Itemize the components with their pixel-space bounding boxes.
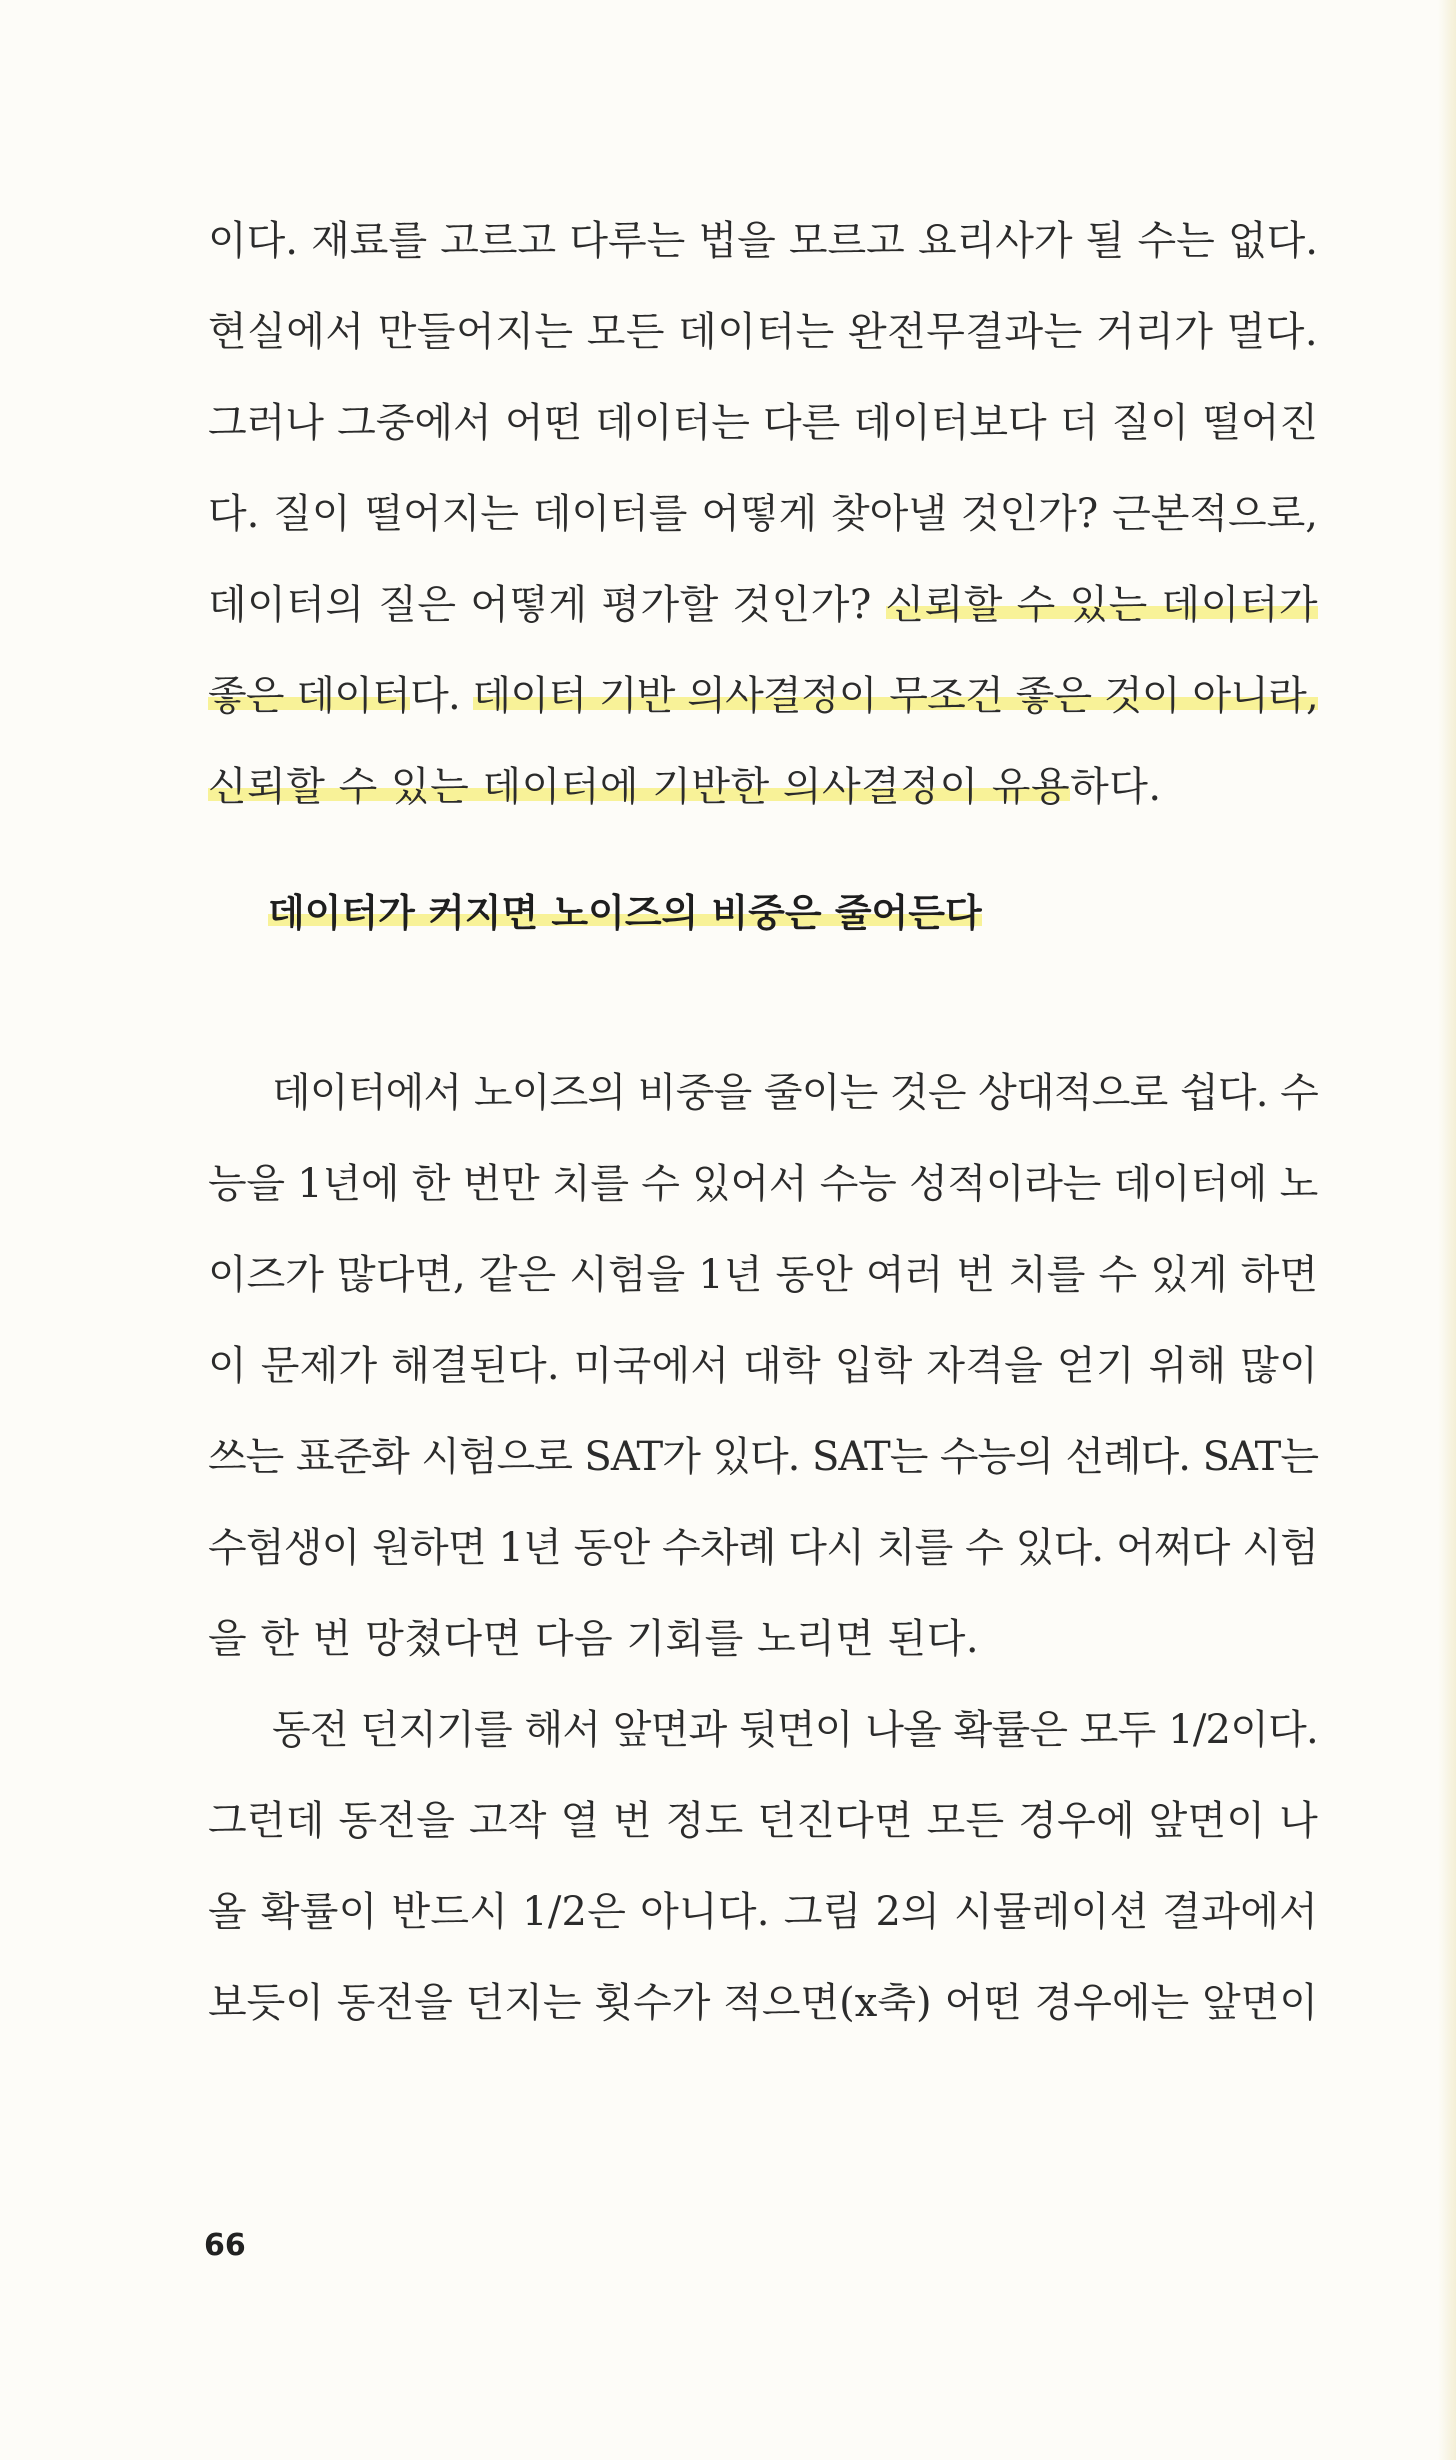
text-line: 현실에서 만들어지는 모든 데이터는 완전무결과는 거리가 멀다. [208, 309, 1319, 355]
text-line: 수험생이 원하면 1년 동안 수차례 다시 치를 수 있다. 어쩌다 시험 [208, 1525, 1318, 1571]
paragraph-3 [208, 1685, 1318, 2049]
highlighted-heading: 데이터가 커지면 노이즈의 비중은 줄어든다 [268, 891, 982, 935]
highlighted-text: 좋은 데이터 [208, 673, 411, 719]
text-line: 동전 던지기를 해서 앞면과 뒷면이 나올 확률은 모두 1/2이다. [272, 1707, 1318, 1753]
text-line: 보듯이 동전을 던지는 횟수가 적으면(x축) 어떤 경우에는 앞면이 [208, 1980, 1318, 2026]
text-run: 다. [410, 673, 473, 719]
text-line: 이다. 재료를 고르고 다루는 법을 모르고 요리사가 될 수는 없다. [208, 218, 1318, 264]
text-line: 올 확률이 반드시 1/2은 아니다. 그림 2의 시뮬레이션 결과에서 [208, 1889, 1318, 1935]
section-heading [268, 882, 982, 937]
page-edge [1438, 0, 1456, 2460]
text-line [208, 651, 1318, 742]
paragraph-2 [208, 1048, 1318, 1685]
text-line: 능을 1년에 한 번만 치를 수 있어서 수능 성적이라는 데이터에 노 [208, 1161, 1318, 1207]
paragraph-1 [208, 196, 1318, 833]
text-line: 을 한 번 망쳤다면 다음 기회를 노리면 된다. [208, 1616, 980, 1662]
text-run: 데이터의 질은 어떻게 평가할 것인가? [208, 582, 886, 628]
text-line: 그러나 그중에서 어떤 데이터는 다른 데이터보다 더 질이 떨어진 [208, 400, 1318, 446]
highlighted-text: 데이터 기반 의사결정이 무조건 좋은 것이 아니라, [472, 673, 1318, 719]
text-line [208, 742, 1318, 833]
text-line [208, 560, 1318, 651]
page-number: 66 [204, 2228, 246, 2263]
text-line: 다. 질이 떨어지는 데이터를 어떻게 찾아낼 것인가? 근본적으로, [208, 491, 1318, 537]
text-line: 데이터에서 노이즈의 비중을 줄이는 것은 상대적으로 쉽다. 수 [272, 1070, 1318, 1116]
text-line: 그런데 동전을 고작 열 번 정도 던진다면 모든 경우에 앞면이 나 [208, 1798, 1318, 1844]
text-run: 하다. [1070, 764, 1162, 810]
highlighted-text: 신뢰할 수 있는 데이터가 [885, 582, 1318, 628]
highlighted-text: 신뢰할 수 있는 데이터에 기반한 의사결정이 유용 [208, 764, 1071, 810]
text-line: 이즈가 많다면, 같은 시험을 1년 동안 여러 번 치를 수 있게 하면 [208, 1252, 1318, 1298]
text-line: 쓰는 표준화 시험으로 SAT가 있다. SAT는 수능의 선례다. SAT는 [208, 1434, 1318, 1480]
text-line: 이 문제가 해결된다. 미국에서 대학 입학 자격을 얻기 위해 많이 [208, 1343, 1318, 1389]
